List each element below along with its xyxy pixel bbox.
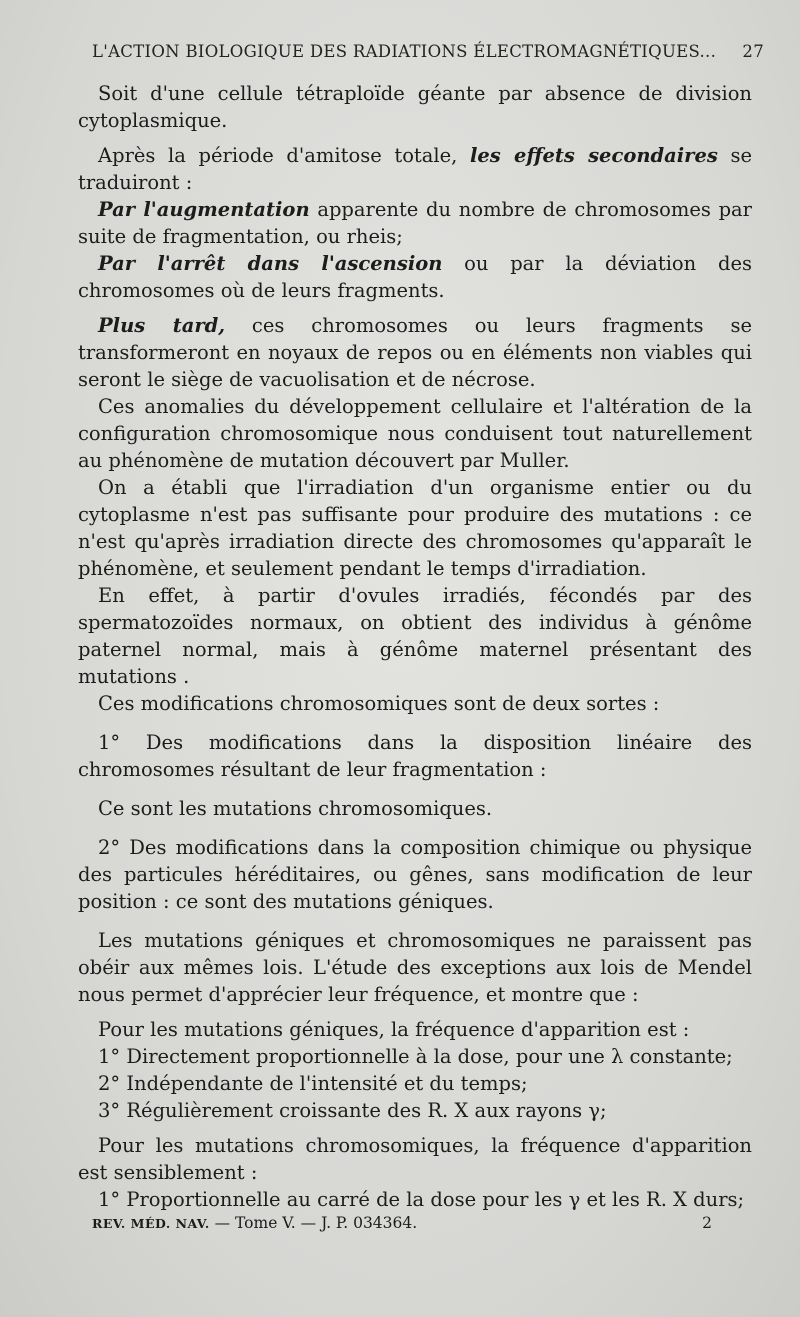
emphasis: les effets secondaires [469,144,718,167]
list-item: 1° Proportionnelle au carré de la dose pour les γ et les R. X durs; [98,1188,745,1211]
emphasis: Plus tard, [98,314,226,337]
list-item: 2° Indépendante de l'intensité et du temps; [98,1072,528,1095]
paragraph: Les mutations géniques et chromosomiques ne paraissent pas obéir aux mêmes lois. L'étude des exceptions aux lois de Mendel nous permet d'apprécier leur fréquence, et montre que : [78,929,752,1006]
paragraph: Pour les mutations chromosomiques, la fréquence d'apparition est sensiblement : [78,1134,752,1184]
running-title: L'ACTION BIOLOGIQUE DES RADIATIONS ÉLECTROMAGNÉTIQUES... [92,42,717,61]
running-header [92,42,764,61]
journal-abbrev: REV. MÉD. NAV. [92,1216,210,1231]
signature-mark: 2 [702,1214,712,1232]
paragraph: Soit d'une cellule tétraploïde géante par absence de division cytoplasmique. [78,82,752,132]
paragraph: Ce sont les mutations chromosomiques. [98,797,493,820]
paragraph: Ces modifications chromosomiques sont de deux sortes : [98,692,660,715]
list-item: 3° Régulièrement croissante des R. X aux rayons γ; [98,1099,607,1122]
emphasis: Par l'arrêt dans l'ascension [98,252,443,275]
paragraph: Après la période d'amitose totale, les effets secondaires se traduiront : [78,144,753,194]
paragraph: Par l'augmentation apparente du nombre de chromosomes par suite de fragmentation, ou rheis; [78,198,753,248]
paragraph: En effet, à partir d'ovules irradiés, fécondés par des spermatozoïdes normaux, on obtient des individus à génôme paternel normal, mais à génôme maternel présentant des mutations . [78,584,752,688]
list-item: 1° Directement proportionnelle à la dose, pour une λ constante; [98,1045,733,1068]
paragraph: Pour les mutations géniques, la fréquence d'apparition est : [98,1018,690,1041]
paragraph: On a établi que l'irradiation d'un organisme entier ou du cytoplasme n'est pas suffisante pour produire des mutations : ce n'est qu'après irradiation directe des chromosomes qu'apparaît le phénomène, et seulement pendant le temps d'irradiation. [78,476,752,580]
paragraph: Par l'arrêt dans l'ascension ou par la déviation des chromosomes où de leurs fragments. [78,252,752,302]
footer-citation: REV. MÉD. NAV. — Tome V. — J. P. 034364. [92,1214,418,1232]
body-text [78,80,752,1213]
paragraph: 1° Des modifications dans la disposition linéaire des chromosomes résultant de leur fragmentation : [78,731,752,781]
paragraph: Plus tard, ces chromosomes ou leurs fragments se transformeront en noyaux de repos ou en éléments non viables qui seront le siège de vacuolisation et de nécrose. [78,314,752,391]
paragraph: Ces anomalies du développement cellulaire et l'altération de la configuration chromosomique nous conduisent tout naturellement au phénomène de mutation découvert par Muller. [78,395,752,472]
emphasis: Par l'augmentation [98,198,310,221]
footer [92,1214,712,1232]
page-number: 27 [742,42,764,61]
paragraph: 2° Des modifications dans la composition chimique ou physique des particules héréditaires, ou gênes, sans modification de leur position : ce sont des mutations géniques. [78,836,752,913]
